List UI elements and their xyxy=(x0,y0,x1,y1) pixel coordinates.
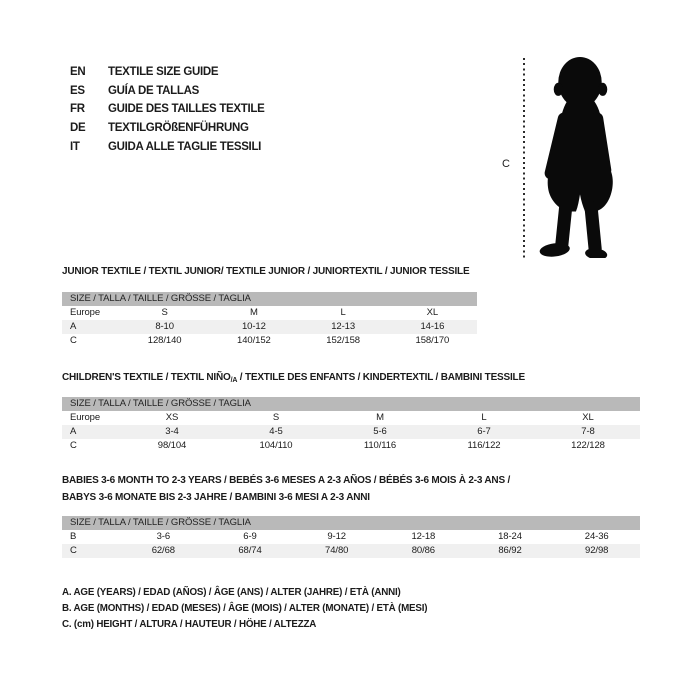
row-label: C xyxy=(70,545,77,556)
row-label: C xyxy=(70,335,77,346)
size-cell: L xyxy=(340,307,346,318)
children-title-sub: /A xyxy=(230,376,238,384)
table-row xyxy=(62,320,477,334)
size-cell: M xyxy=(249,307,258,318)
size-cell: 8-10 xyxy=(155,321,174,332)
size-cell: 116/122 xyxy=(467,440,501,451)
children-table-header: SIZE / TALLA / TAILLE / GRÖSSE / TAGLIA xyxy=(62,397,640,411)
size-cell: 24-36 xyxy=(584,531,609,542)
legend-notes xyxy=(62,585,427,634)
table-row xyxy=(62,439,640,453)
babies-section-title-line1: BABIES 3-6 MONTH TO 2-3 YEARS / BEBÉS 3-6 MESES A 2-3 AÑOS / BÉBÉS 3-6 MOIS À 2-3 ANS / xyxy=(62,475,511,486)
table-row xyxy=(62,411,640,425)
size-cell: 152/158 xyxy=(326,335,360,346)
size-cell: 10-12 xyxy=(241,321,266,332)
size-cell: XL xyxy=(426,307,439,318)
language-label: TEXTILE SIZE GUIDE xyxy=(108,66,219,79)
table-row xyxy=(62,425,640,439)
size-cell: 104/110 xyxy=(259,440,293,451)
size-cell: 12-18 xyxy=(411,531,436,542)
babies-table-header: SIZE / TALLA / TAILLE / GRÖSSE / TAGLIA xyxy=(62,516,640,530)
size-cell: 98/104 xyxy=(157,440,187,451)
language-label: GUIDA ALLE TAGLIE TESSILI xyxy=(108,140,262,153)
size-cell: 5-6 xyxy=(373,426,387,437)
size-cell: 14-16 xyxy=(420,321,445,332)
size-cell: 4-5 xyxy=(269,426,283,437)
size-cell: 6-7 xyxy=(477,426,491,437)
children-title-pre: CHILDREN'S TEXTILE / TEXTIL NIÑO xyxy=(62,372,231,383)
size-cell: 122/128 xyxy=(571,440,605,451)
size-cell: M xyxy=(376,412,384,423)
table-row xyxy=(62,306,477,320)
size-cell: 158/170 xyxy=(415,335,450,346)
size-cell: 74/80 xyxy=(325,545,349,556)
junior-table-header: SIZE / TALLA / TAILLE / GRÖSSE / TAGLIA xyxy=(62,292,477,306)
size-cell: 92/98 xyxy=(585,545,609,556)
language-label: TEXTILGRÖßENFÜHRUNG xyxy=(108,122,249,135)
size-cell: S xyxy=(161,307,168,318)
size-cell: S xyxy=(272,412,280,423)
size-cell: 9-12 xyxy=(327,531,346,542)
table-row xyxy=(62,530,640,544)
language-row-es xyxy=(70,82,265,101)
size-cell: 6-9 xyxy=(243,531,257,542)
size-cell: 3-4 xyxy=(165,426,179,437)
size-cell: 128/140 xyxy=(147,335,182,346)
language-code: DE xyxy=(70,122,86,135)
size-cell: 18-24 xyxy=(498,531,522,542)
row-label: A xyxy=(70,426,77,437)
height-dotted-line xyxy=(523,58,525,259)
language-code: ES xyxy=(70,84,85,97)
size-cell: XS xyxy=(165,412,179,423)
language-list xyxy=(70,63,265,156)
language-row-de xyxy=(70,119,265,138)
language-row-fr xyxy=(70,100,265,119)
size-cell: 62/68 xyxy=(151,545,175,556)
language-code: EN xyxy=(70,66,86,79)
size-cell: L xyxy=(481,412,487,423)
language-code: FR xyxy=(70,103,85,116)
junior-section-title: JUNIOR TEXTILE / TEXTIL JUNIOR/ TEXTILE JUNIOR / JUNIORTEXTIL / JUNIOR TESSILE xyxy=(62,266,470,277)
note-height-cm: C. (cm) HEIGHT / ALTURA / HAUTEUR / HÖHE / ALTEZZA xyxy=(62,619,317,631)
row-label: A xyxy=(70,321,77,332)
row-label: B xyxy=(70,531,77,542)
language-label: GUIDE DES TAILLES TEXTILE xyxy=(108,103,265,116)
table-row xyxy=(62,334,477,348)
height-c-label: C xyxy=(502,158,510,170)
size-cell: 110/116 xyxy=(363,440,397,451)
row-label: Europe xyxy=(70,412,101,423)
size-cell: 12-13 xyxy=(331,321,356,332)
language-label: GUÍA DE TALLAS xyxy=(108,84,199,97)
table-row xyxy=(62,544,640,558)
size-cell: 3-6 xyxy=(156,531,171,542)
size-cell: XL xyxy=(582,412,594,423)
size-cell: 80/86 xyxy=(411,545,435,556)
size-cell: 7-8 xyxy=(581,426,595,437)
language-row-en xyxy=(70,63,265,82)
note-age-years: A. AGE (YEARS) / EDAD (AÑOS) / ÂGE (ANS) / ALTER (JAHRE) / ETÀ (ANNI) xyxy=(62,587,401,598)
row-label: C xyxy=(70,440,77,451)
children-size-table xyxy=(62,397,640,453)
junior-size-table xyxy=(62,292,477,348)
children-section-title xyxy=(62,372,525,383)
children-title-post: / TEXTILE DES ENFANTS / KINDERTEXTIL / BAMBINI TESSILE xyxy=(237,372,525,383)
toddler-silhouette-icon xyxy=(532,56,630,258)
size-cell: 140/152 xyxy=(237,335,271,346)
note-age-months: B. AGE (MONTHS) / EDAD (MESES) / ÂGE (MOIS) / ALTER (MONATE) / ETÀ (MESI) xyxy=(62,603,428,615)
language-code: IT xyxy=(70,140,80,153)
babies-size-table xyxy=(62,516,640,558)
language-row-it xyxy=(70,137,265,156)
babies-section-title-line2: BABYS 3-6 MONATE BIS 2-3 JAHRE / BAMBINI 3-6 MESI A 2-3 ANNI xyxy=(62,492,370,503)
row-label: Europe xyxy=(70,307,101,318)
size-cell: 68/74 xyxy=(238,545,262,556)
size-cell: 86/92 xyxy=(498,545,522,556)
